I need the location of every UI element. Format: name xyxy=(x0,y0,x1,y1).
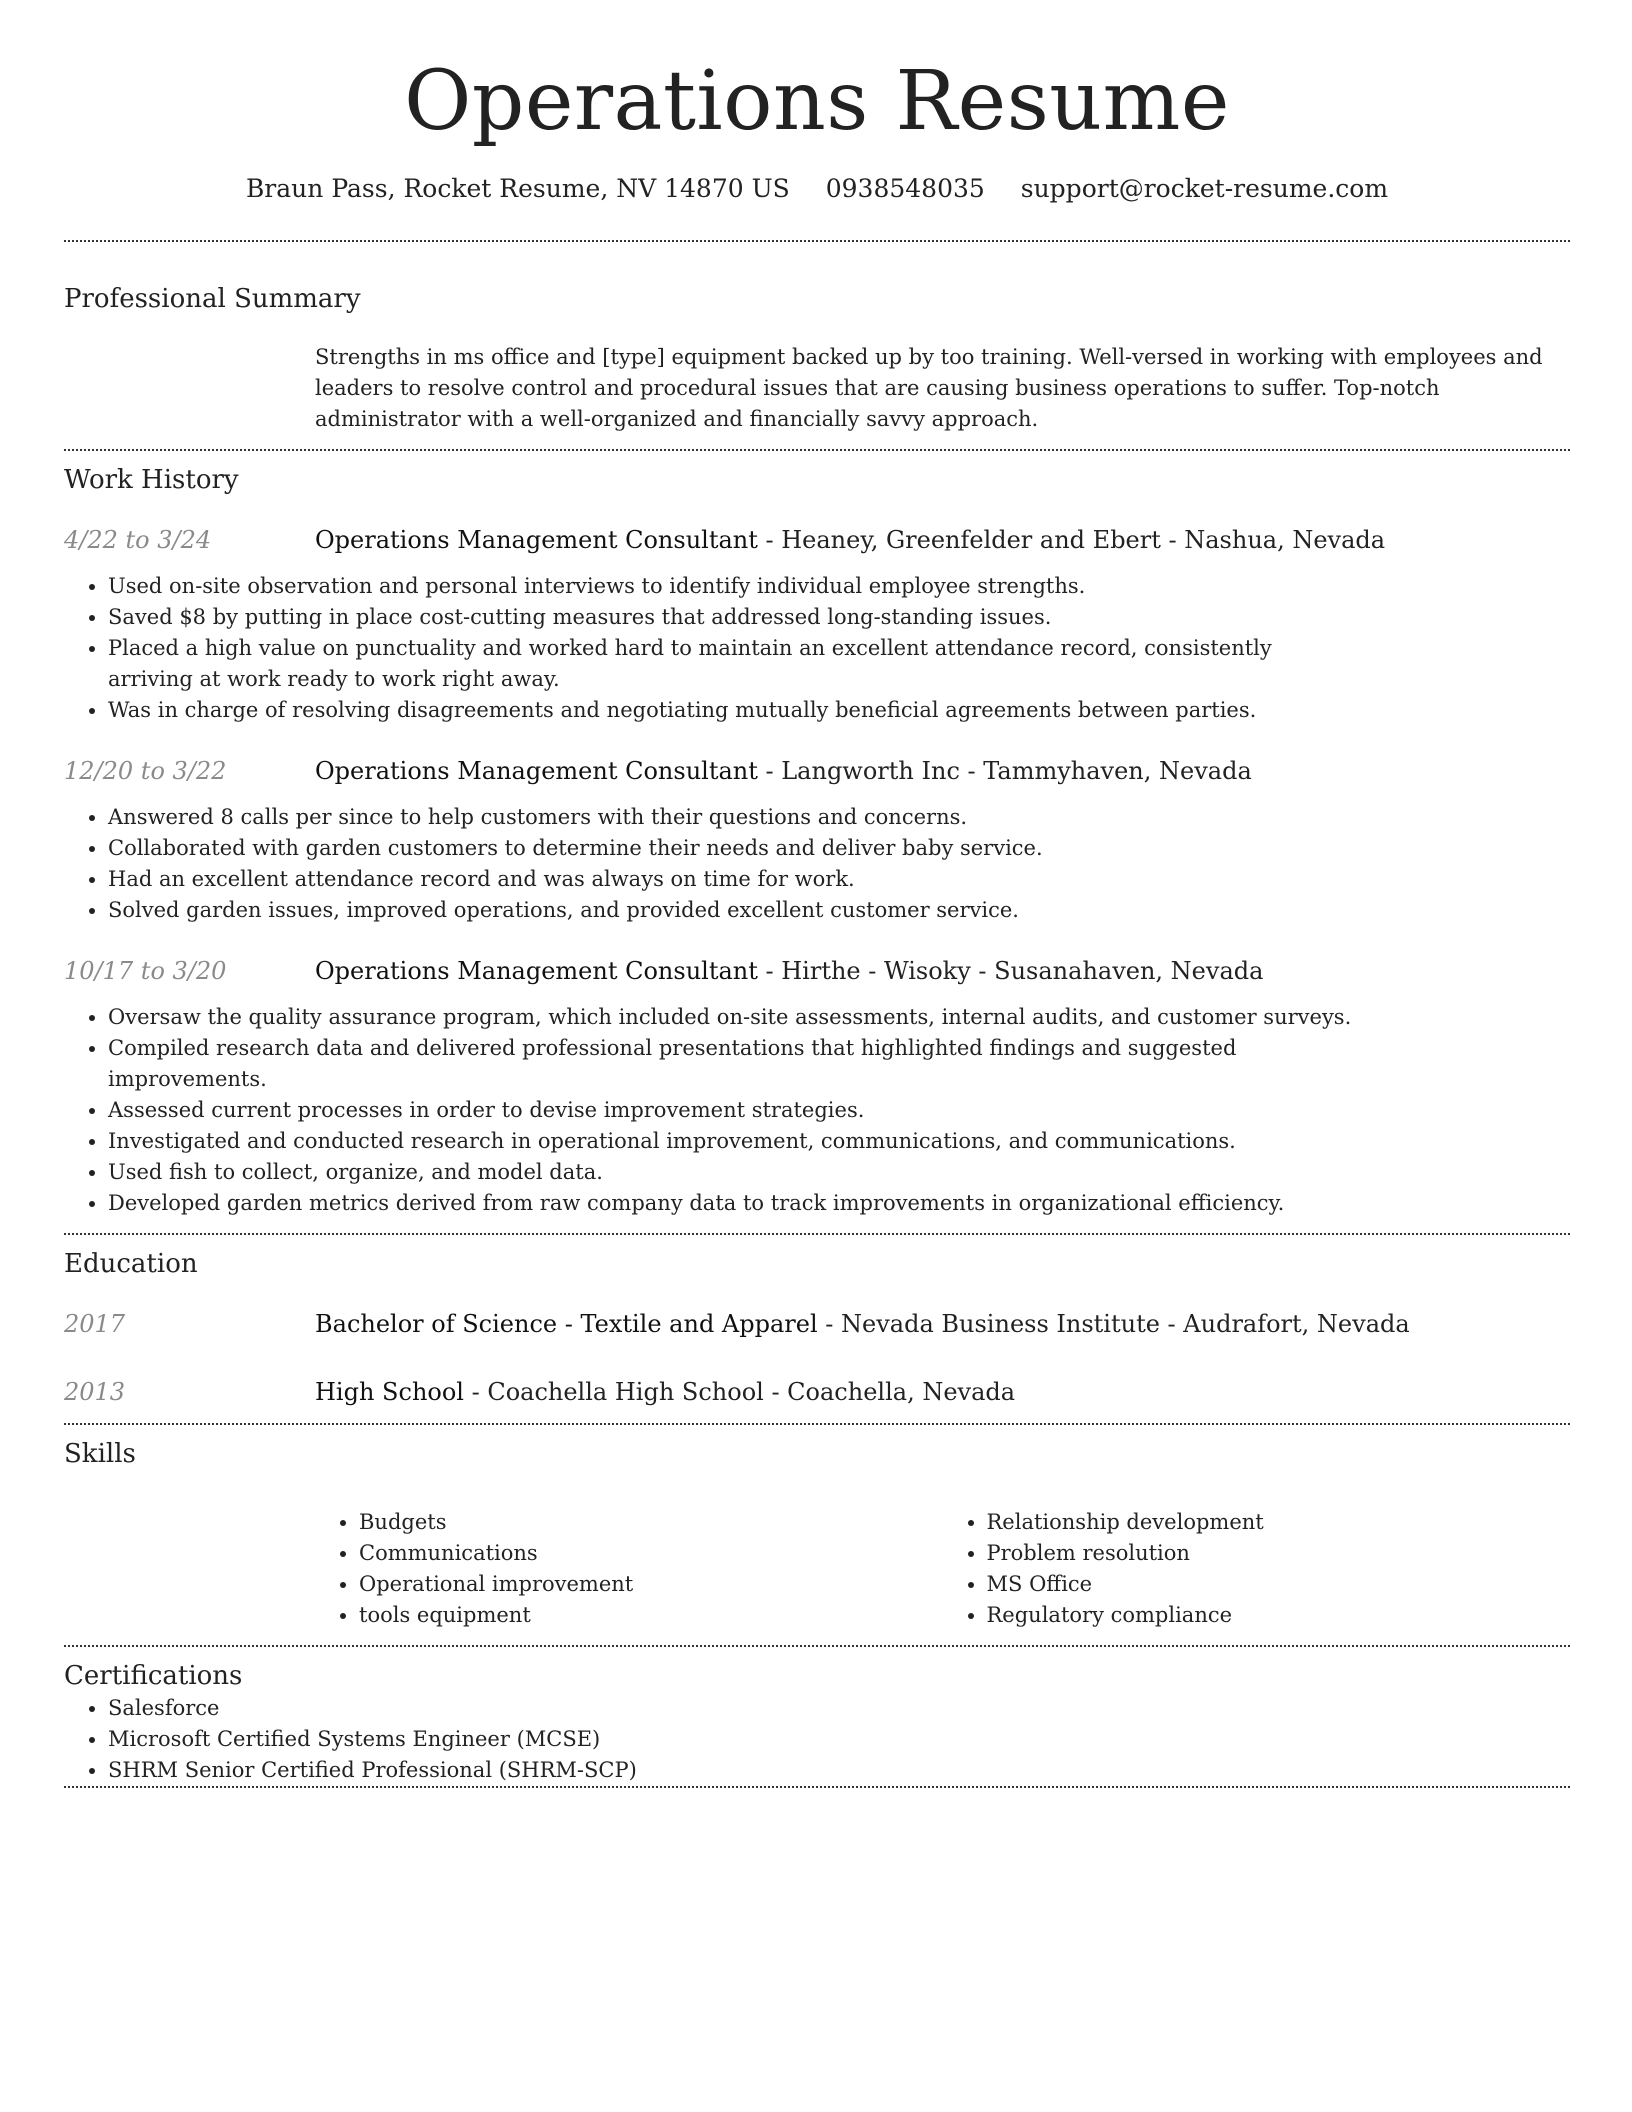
list-item: • Oversaw the quality assurance program, which included on-site assessments, internal audits, and customer surveys. xyxy=(108,1002,1363,1033)
list-item: • Used fish to collect, organize, and model data. xyxy=(108,1157,1363,1188)
certifications-section xyxy=(64,1659,1570,1786)
education-heading: Education xyxy=(64,1249,198,1279)
list-item: • Collaborated with garden customers to determine their needs and deliver baby service. xyxy=(108,833,1363,864)
education-details: - Coachella High School - Coachella, Nevada xyxy=(463,1378,1016,1406)
skills-section xyxy=(64,1437,1570,1631)
job-title: Operations Management Consultant xyxy=(315,757,758,785)
job-title: Operations Management Consultant xyxy=(315,526,758,554)
education-section xyxy=(64,1247,1570,1409)
divider xyxy=(64,1233,1570,1235)
education-details: - Nevada Business Institute - Audrafort, Nevada xyxy=(817,1310,1410,1338)
job-bullets xyxy=(64,802,1363,926)
list-item: • Microsoft Certified Systems Engineer (MCSE) xyxy=(108,1724,1363,1755)
certifications-heading: Certifications xyxy=(64,1661,243,1691)
job-entry xyxy=(64,754,1570,926)
list-item: • Developed garden metrics derived from raw company data to track improvements in organizational efficiency. xyxy=(108,1188,1363,1219)
list-item: • Solved garden issues, improved operations, and provided excellent customer service. xyxy=(108,895,1363,926)
job-heading xyxy=(315,954,1263,988)
list-item: • Saved $8 by putting in place cost-cutting measures that addressed long-standing issues. xyxy=(108,602,1363,633)
contact-line xyxy=(64,172,1570,206)
divider xyxy=(64,1645,1570,1647)
list-item: • Placed a high value on punctuality and worked hard to maintain an excellent attendance record, consistently arriving at work ready to work right away. xyxy=(108,633,1363,695)
job-title: Operations Management Consultant xyxy=(315,957,758,985)
education-heading-line xyxy=(315,1307,1410,1341)
list-item: • Assessed current processes in order to devise improvement strategies. xyxy=(108,1095,1363,1126)
job-heading xyxy=(315,523,1385,557)
contact-address: Braun Pass, Rocket Resume, NV 14870 US xyxy=(245,174,790,203)
contact-phone: 0938548035 xyxy=(825,174,985,203)
job-entry xyxy=(64,954,1570,1219)
job-details: - Langworth Inc - Tammyhaven, Nevada xyxy=(757,757,1252,785)
education-entry xyxy=(64,1307,1570,1341)
list-item: • Relationship development xyxy=(987,1507,1571,1538)
list-item: • Investigated and conducted research in operational improvement, communications, and communications. xyxy=(108,1126,1363,1157)
job-entry xyxy=(64,523,1570,726)
list-item: • Regulatory compliance xyxy=(987,1600,1571,1631)
list-item: • Problem resolution xyxy=(987,1538,1571,1569)
list-item: • MS Office xyxy=(987,1569,1571,1600)
education-year: 2017 xyxy=(64,1310,126,1338)
resume-page xyxy=(64,0,1570,1788)
contact-email: support@rocket-resume.com xyxy=(1020,174,1389,203)
education-degree: High School xyxy=(315,1378,464,1406)
list-item: • tools equipment xyxy=(359,1600,943,1631)
divider xyxy=(64,449,1570,451)
summary-section xyxy=(64,282,1570,435)
job-details: - Heaney, Greenfelder and Ebert - Nashua, Nevada xyxy=(757,526,1386,554)
divider xyxy=(64,1423,1570,1425)
divider xyxy=(64,1786,1570,1788)
list-item: • SHRM Senior Certified Professional (SHRM-SCP) xyxy=(108,1755,1363,1786)
skills-heading: Skills xyxy=(64,1439,136,1469)
list-item: • Budgets xyxy=(359,1507,943,1538)
summary-text: Strengths in ms office and [type] equipment backed up by too training. Well-versed in working with employees and leaders to resolve control and procedural issues that are causing business operations to suffer. Top-notch administrator with a well-organized and financially savvy approach. xyxy=(315,345,1543,431)
job-dates: 4/22 to 3/24 xyxy=(64,526,212,554)
skills-list-right xyxy=(943,1507,1571,1631)
list-item: • Operational improvement xyxy=(359,1569,943,1600)
list-item: • Used on-site observation and personal interviews to identify individual employee strengths. xyxy=(108,571,1363,602)
job-dates: 12/20 to 3/22 xyxy=(64,757,227,785)
work-history-section xyxy=(64,463,1570,1219)
job-bullets xyxy=(64,1002,1363,1219)
skills-list-left xyxy=(315,1507,943,1631)
work-history-heading: Work History xyxy=(64,465,239,495)
list-item: • Was in charge of resolving disagreements and negotiating mutually beneficial agreements between parties. xyxy=(108,695,1363,726)
job-details: - Hirthe - Wisoky - Susanahaven, Nevada xyxy=(757,957,1264,985)
education-heading-line xyxy=(315,1375,1015,1409)
education-degree: Bachelor of Science - Textile and Apparel xyxy=(315,1310,818,1338)
skills-grid xyxy=(315,1507,1570,1631)
list-item: • Had an excellent attendance record and was always on time for work. xyxy=(108,864,1363,895)
list-item: • Communications xyxy=(359,1538,943,1569)
list-item: • Compiled research data and delivered professional presentations that highlighted findings and suggested improvements. xyxy=(108,1033,1363,1095)
certifications-list xyxy=(64,1693,1363,1786)
job-dates: 10/17 to 3/20 xyxy=(64,957,227,985)
education-entry xyxy=(64,1375,1570,1409)
job-bullets xyxy=(64,571,1363,726)
education-year: 2013 xyxy=(64,1378,126,1406)
list-item: • Salesforce xyxy=(108,1693,1363,1724)
divider xyxy=(64,240,1570,242)
summary-heading: Professional Summary xyxy=(64,284,361,314)
list-item: • Answered 8 calls per since to help customers with their questions and concerns. xyxy=(108,802,1363,833)
resume-title: Operations Resume xyxy=(404,54,1230,149)
job-heading xyxy=(315,754,1252,788)
